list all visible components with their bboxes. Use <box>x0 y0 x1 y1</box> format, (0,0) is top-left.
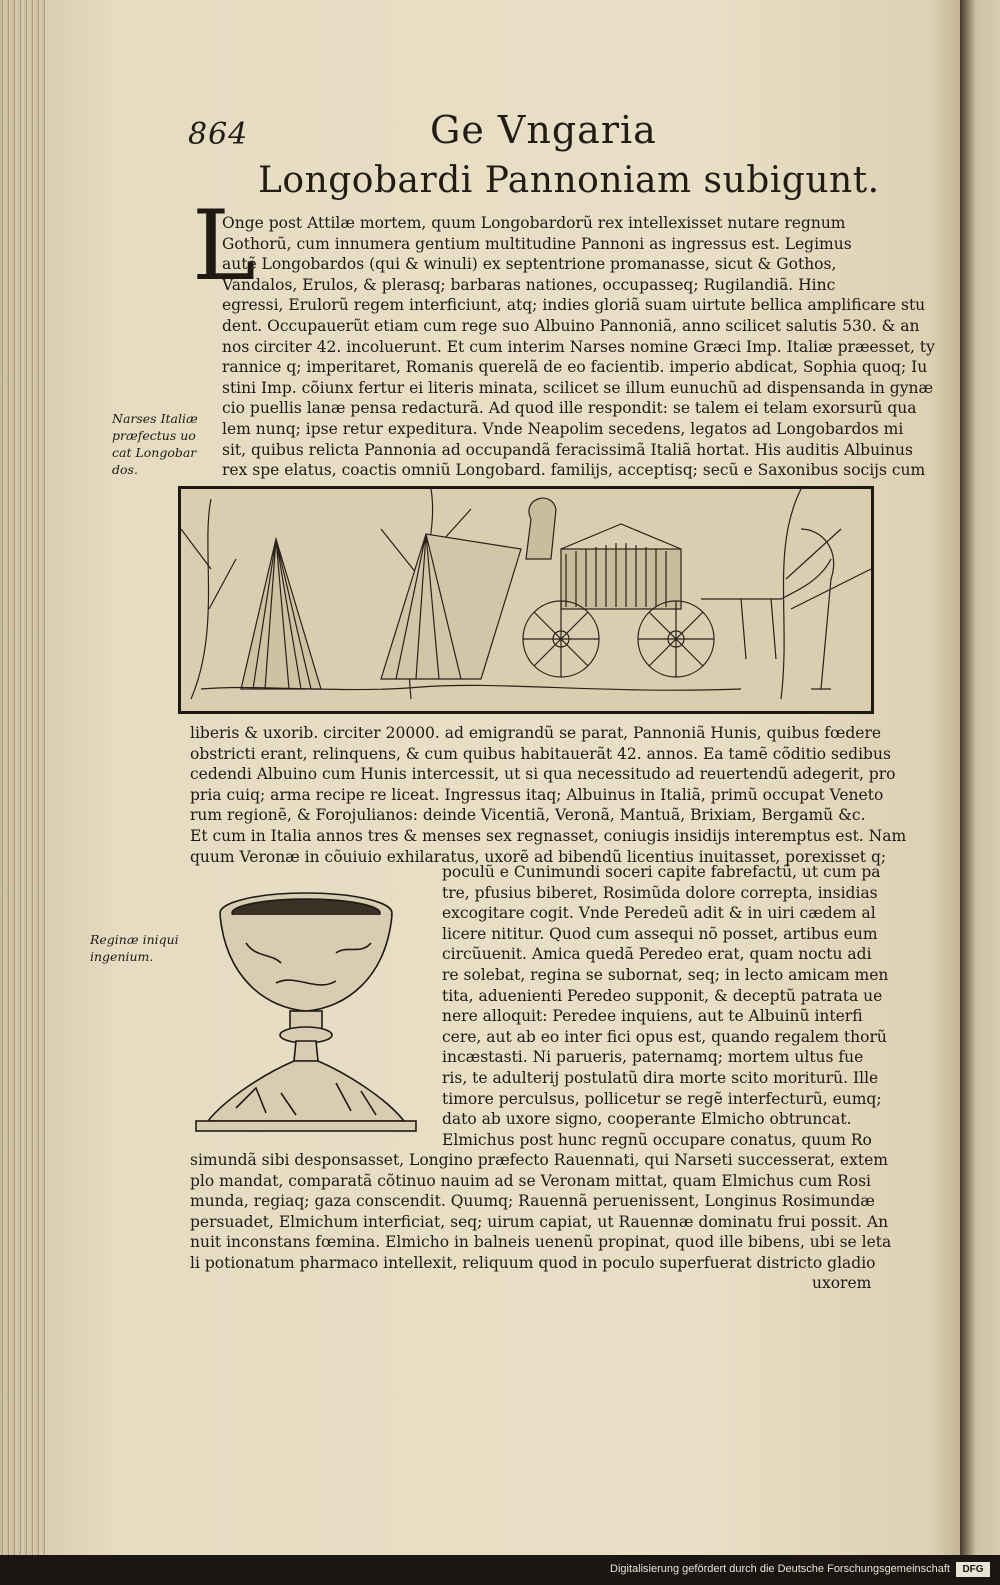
catchword: uxorem <box>812 1274 872 1292</box>
margin-line: ingenium. <box>90 949 154 964</box>
text-line: dato ab uxore signo, cooperante Elmicho obtruncat. <box>442 1110 852 1129</box>
text-line: lem nunq; ipse retur expeditura. Vnde Neapolim secedens, legatos ad Longobardos mi <box>222 419 904 438</box>
margin-line: præfectus uo <box>112 428 196 443</box>
text-line: obstricti erant, relinquens, & cum quibus habitauerãt 42. annos. Ea tamẽ cõditio sedibus <box>190 744 891 763</box>
text-line: liberis & uxorib. circiter 20000. ad emigrandũ se parat, Pannoniã Hunis, quibus fœdere <box>190 724 882 742</box>
text-line: tita, aduenienti Peredeo supponit, & deceptũ patrata ue <box>442 986 883 1005</box>
text-line: ris, te adulterij postulatũ dira morte scito moriturũ. Ille <box>442 1068 879 1087</box>
margin-line: Narses Italiæ <box>112 411 198 426</box>
paragraph-1 <box>222 213 935 481</box>
facing-page-edge <box>960 0 1000 1555</box>
text-line: persuadet, Elmichum interficiat, seq; uirum capiat, ut Rauennæ dominatu frui possit. An <box>190 1212 889 1231</box>
text-line: licere nititur. Quod cum assequi nõ posset, artibus eum <box>442 924 878 943</box>
text-line: rex spe elatus, coactis omniũ Longobard. familijs, acceptisq; secũ e Saxonibus socijs cum <box>222 461 926 480</box>
text-line: Gothorũ, cum innumera gentium multitudine Pannoni as ingressus est. Legimus <box>222 234 852 253</box>
page-edges <box>0 0 45 1555</box>
dfg-logo: DFG <box>956 1562 990 1577</box>
text-line: incæstasti. Ni parueris, paternamq; mortem ultus fue <box>442 1048 864 1067</box>
text-line: excogitare cogit. Vnde Peredeũ adit & in uiri cædem al <box>442 904 876 923</box>
camp-wagon-woodcut-icon <box>178 486 874 714</box>
text-line: nuit inconstans fœmina. Elmicho in balneis uenenũ propinat, quod ille bibens, ubi se leta <box>190 1233 892 1252</box>
text-line: tre, pfusius biberet, Rosimũda dolore correpta, insidias <box>442 883 878 902</box>
text-line: cedendi Albuino cum Hunis intercessit, ut si qua necessitudo ad reuertendũ adegerit, pro <box>190 765 896 784</box>
text-line: Elmichus post hunc regnũ occupare conatus, quum Ro <box>442 1130 872 1149</box>
footer-credit: Digitalisierung gefördert durch die Deutsche Forschungsgemeinschaft <box>610 1563 950 1575</box>
text-line: dent. Occupauerũt etiam cum rege suo Albuino Pannoniã, anno scilicet salutis 530. & an <box>222 316 920 335</box>
drop-cap: L <box>192 190 256 302</box>
text-line: simundã sibi desponsasset, Longino præfecto Rauennati, qui Narseti successerat, extem <box>190 1151 888 1169</box>
marginal-note-regina <box>90 931 179 965</box>
text-line: autẽ Longobardos (qui & winuli) ex septentrione promanasse, sicut & Gothos, <box>222 255 837 274</box>
page-number: 864 <box>188 117 249 152</box>
text-line: circũuenit. Amica quedã Peredeo erat, quam noctu adi <box>442 945 872 964</box>
margin-line: dos. <box>112 462 138 477</box>
text-line: re solebat, regina se subornat, seq; in lecto amicam men <box>442 965 889 984</box>
text-line: nos circiter 42. incoluerunt. Et cum interim Narses nomine Græci Imp. Italiæ præesset, ty <box>222 337 935 356</box>
text-line: sit, quibus relicta Pannonia ad occupandã feracissimã Italiã hortat. His auditis Albuinus <box>222 440 913 459</box>
text-line: Vandalos, Erulos, & plerasq; barbaras nationes, occupasseq; Rugilandiã. Hinc <box>222 275 836 294</box>
text-line: Onge post Attilæ mortem, quum Longobardorũ rex intellexisset nutare regnum <box>222 214 846 232</box>
marginal-note-narses <box>112 410 198 478</box>
text-line: rannice q; imperitaret, Romanis querelã de eo facientib. imperio abdicat, Sophia quoq; Iu <box>222 358 928 377</box>
margin-line: Reginæ iniqui <box>90 932 179 947</box>
skull-goblet-woodcut-icon <box>186 883 434 1141</box>
text-line: poculũ e Cunimundi soceri capite fabrefactũ, ut cum pa <box>442 863 881 881</box>
text-line: rum regionẽ, & Forojulianos: deinde Vicentiã, Veronã, Mantuã, Brixiam, Bergamũ &c. <box>190 806 866 825</box>
text-line: egressi, Erulorũ regem interficiunt, atq; indies gloriã suam uirtute bellica amplificare stu <box>222 296 926 315</box>
text-line: Et cum in Italia annos tres & menses sex regnasset, coniugis insidijs interemptus est. Nam <box>190 826 907 845</box>
text-line: nere alloquit: Peredee inquiens, aut te Albuinũ interfi <box>442 1007 863 1026</box>
text-line: timore perculsus, pollicetur se regẽ interfecturũ, eumq; <box>442 1089 882 1108</box>
paragraph-3 <box>442 862 888 1150</box>
paragraph-4 <box>190 1150 891 1274</box>
paragraph-2 <box>190 723 906 867</box>
digitization-footer <box>0 1555 1000 1585</box>
text-line: li potionatum pharmaco intellexit, reliquum quod in poculo superfuerat districto gladio <box>190 1253 876 1272</box>
text-line: plo mandat, comparatã cõtinuo nauim ad se Veronam mittat, quam Elmichus cum Rosi <box>190 1171 871 1190</box>
text-line: cio puellis lanæ pensa redacturã. Ad quod ille respondit: se talem ei telam exorsurũ qua <box>222 399 917 418</box>
text-line: munda, regiaq; gaza conscendit. Quumq; Rauennã peruenissent, Longinus Rosimundæ <box>190 1192 875 1211</box>
margin-line: cat Longobar <box>112 445 197 460</box>
text-line: stini Imp. cõiunx fertur ei literis minata, scilicet se illum eunuchũ ad dispensanda in gynæ <box>222 378 934 397</box>
text-line: pria cuiq; arma recipe re liceat. Ingressus itaq; Albuinus in Italiã, primũ occupat Veneto <box>190 785 884 804</box>
text-line: cere, aut ab eo inter fici opus est, quando regalem thorũ <box>442 1027 887 1046</box>
text-line: quum Veronæ in cõuiuio exhilaratus, uxorẽ ad bibendũ licentius inuitasset, porexisset q; <box>190 847 887 866</box>
chapter-title: Longobardi Pannoniam subigunt. <box>258 160 880 201</box>
running-head: Ge Vngaria <box>430 108 657 152</box>
